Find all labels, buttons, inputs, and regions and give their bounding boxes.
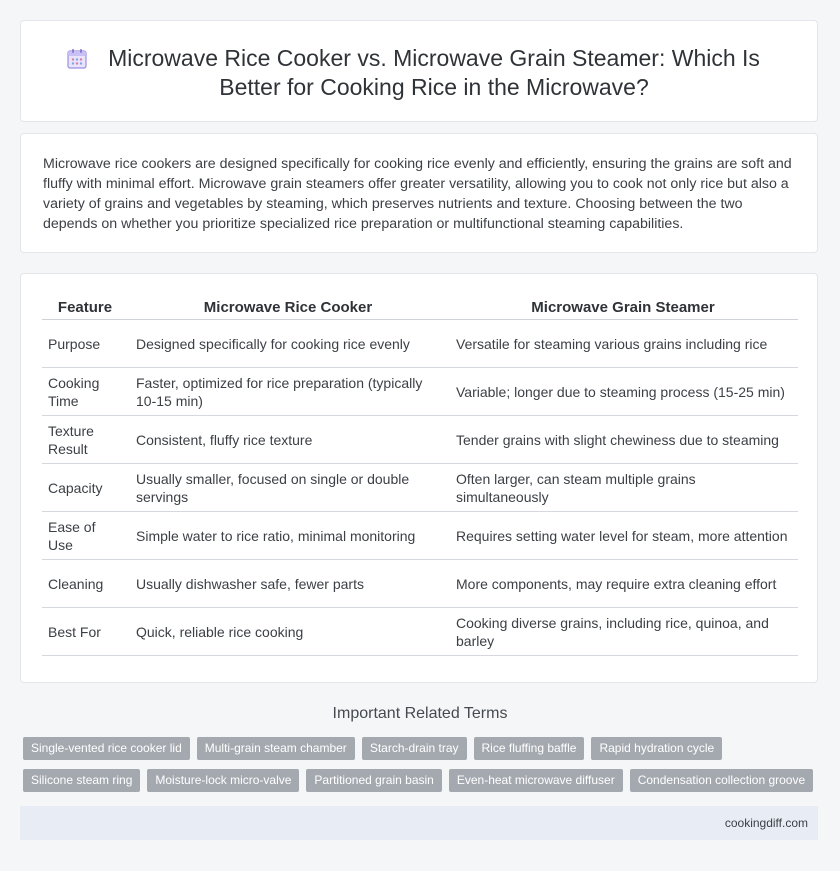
related-term-tag[interactable]: Silicone steam ring <box>23 769 140 792</box>
related-terms-heading: Important Related Terms <box>332 705 508 722</box>
related-terms-list <box>23 737 823 801</box>
header-rice-cooker: Microwave Rice Cooker <box>128 295 448 320</box>
related-term-tag[interactable]: Condensation collection groove <box>630 769 813 792</box>
grain-steamer-cell: Variable; longer due to steaming process (15-25 min) <box>448 368 798 416</box>
related-term-tag[interactable]: Rapid hydration cycle <box>591 737 722 760</box>
grain-steamer-cell: Requires setting water level for steam, more attention <box>448 512 798 560</box>
footer <box>20 806 818 840</box>
rice-cooker-cell: Faster, optimized for rice preparation (typically 10-15 min) <box>128 368 448 416</box>
table-row <box>42 368 798 416</box>
feature-cell: Cleaning <box>42 560 128 608</box>
related-term-tag[interactable]: Partitioned grain basin <box>306 769 441 792</box>
intro-paragraph: Microwave rice cookers are designed specifically for cooking rice evenly and efficiently, ensuring the grains are soft and fluffy with minimal effort. Microwave grain steamers offer greater versatility, allowing you to cook not only rice but also a variety of grains and vegetables by steaming, which preserves nutrients and texture. Choosing between the two depends on whether you prioritize specialized rice preparation or multifunctional steaming capabilities. <box>43 156 792 232</box>
table-row <box>42 416 798 464</box>
intro-card <box>20 133 818 253</box>
table-row <box>42 512 798 560</box>
feature-cell: Best For <box>42 608 128 656</box>
table-row <box>42 608 798 656</box>
grain-steamer-cell: More components, may require extra cleaning effort <box>448 560 798 608</box>
grain-steamer-cell: Versatile for steaming various grains including rice <box>448 320 798 368</box>
tag-row <box>23 737 823 760</box>
header-feature: Feature <box>42 295 128 320</box>
rice-cooker-cell: Usually smaller, focused on single or double servings <box>128 464 448 512</box>
feature-cell: Capacity <box>42 464 128 512</box>
tag-row <box>23 769 823 792</box>
rice-cooker-cell: Designed specifically for cooking rice evenly <box>128 320 448 368</box>
header-grain-steamer: Microwave Grain Steamer <box>448 295 798 320</box>
grain-steamer-cell: Tender grains with slight chewiness due to steaming <box>448 416 798 464</box>
grain-steamer-cell: Cooking diverse grains, including rice, quinoa, and barley <box>448 608 798 656</box>
footer-site-link[interactable]: cookingdiff.com <box>724 816 808 830</box>
related-term-tag[interactable]: Rice fluffing baffle <box>474 737 585 760</box>
feature-cell: Cooking Time <box>42 368 128 416</box>
page-title: Microwave Rice Cooker vs. Microwave Grain Steamer: Which Is Better for Cooking Rice in the Microwave? <box>108 45 760 100</box>
table-header-row <box>42 295 798 320</box>
feature-cell: Ease of Use <box>42 512 128 560</box>
table-row <box>42 464 798 512</box>
rice-cooker-cell: Usually dishwasher safe, fewer parts <box>128 560 448 608</box>
title-card <box>20 20 818 122</box>
feature-cell: Texture Result <box>42 416 128 464</box>
grain-steamer-cell: Often larger, can steam multiple grains simultaneously <box>448 464 798 512</box>
rice-cooker-cell: Consistent, fluffy rice texture <box>128 416 448 464</box>
comparison-card <box>20 273 818 683</box>
comparison-table <box>42 295 798 656</box>
related-term-tag[interactable]: Even-heat microwave diffuser <box>449 769 623 792</box>
related-term-tag[interactable]: Moisture-lock micro-valve <box>147 769 299 792</box>
table-row <box>42 320 798 368</box>
rice-cooker-cell: Quick, reliable rice cooking <box>128 608 448 656</box>
feature-cell: Purpose <box>42 320 128 368</box>
table-row <box>42 560 798 608</box>
rice-cooker-cell: Simple water to rice ratio, minimal monitoring <box>128 512 448 560</box>
related-term-tag[interactable]: Single-vented rice cooker lid <box>23 737 190 760</box>
related-term-tag[interactable]: Starch-drain tray <box>362 737 467 760</box>
related-term-tag[interactable]: Multi-grain steam chamber <box>197 737 355 760</box>
